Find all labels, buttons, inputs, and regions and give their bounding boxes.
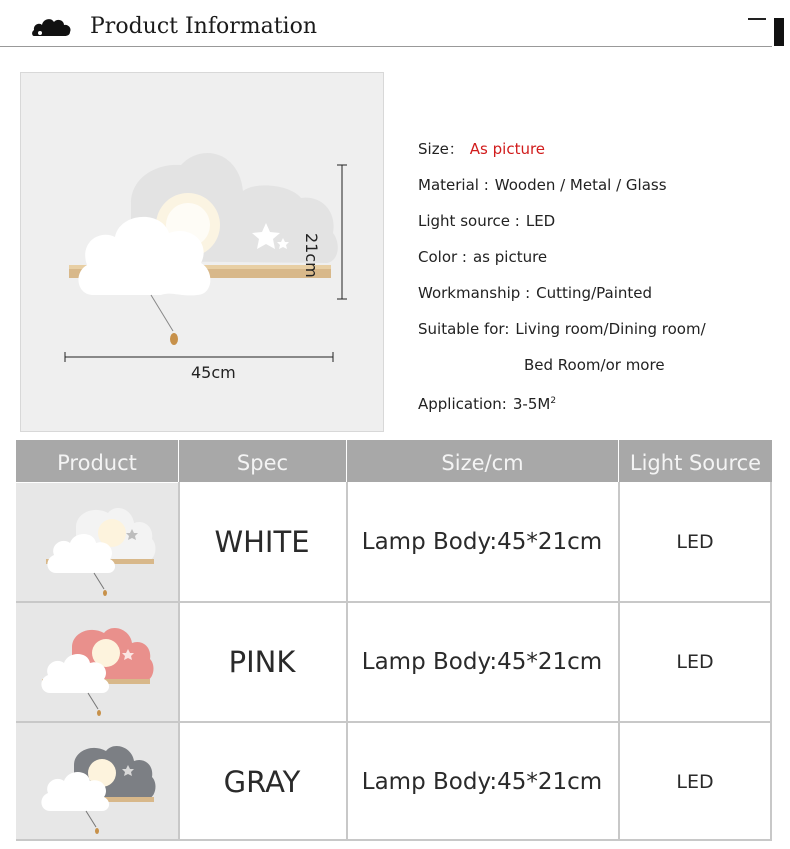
product-thumbnail — [16, 603, 178, 721]
spec-label: Color : — [418, 248, 467, 266]
table-row — [16, 483, 772, 601]
height-dimension-label: 21cm — [302, 233, 321, 278]
table-grid-line — [16, 601, 772, 603]
light-source-cell: LED — [676, 531, 714, 553]
spec-value: Living room/Dining room/ — [515, 320, 706, 338]
size-cell: Lamp Body:45*21cm — [361, 769, 603, 795]
column-header-spec: Spec — [236, 451, 289, 475]
application-area: 3-5M — [512, 395, 551, 413]
spec-value: Wooden / Metal / Glass — [494, 176, 667, 194]
table-row — [16, 723, 772, 841]
width-dimension-label: 45cm — [191, 363, 236, 382]
spec-material — [418, 176, 778, 212]
table-header — [16, 440, 772, 482]
spec-application — [418, 392, 778, 428]
table-row — [16, 603, 772, 721]
spec-cell: WHITE — [214, 525, 310, 559]
spec-label: Application: — [418, 395, 507, 413]
page-title: Product Information — [90, 14, 318, 39]
table-grid-line — [618, 482, 620, 841]
spec-value — [513, 392, 556, 413]
spec-suitable-for-continued — [418, 356, 778, 392]
spec-cell: PINK — [228, 645, 296, 679]
column-header-size: Size/cm — [441, 451, 524, 475]
spec-label: Suitable for: — [418, 320, 510, 338]
corner-mark — [748, 18, 766, 20]
spec-value: as picture — [472, 248, 548, 266]
spec-label: Light source : — [418, 212, 520, 230]
spec-cell: GRAY — [223, 765, 301, 799]
light-source-cell: LED — [676, 651, 714, 673]
product-thumbnail — [16, 723, 178, 841]
table-grid-line — [16, 721, 772, 723]
product-thumbnail — [16, 483, 178, 601]
light-source-cell: LED — [676, 771, 714, 793]
pink-lamp-image — [16, 603, 178, 721]
table-grid-line — [346, 482, 348, 841]
spec-value: Cutting/Painted — [536, 284, 653, 302]
spec-label: Material : — [418, 176, 489, 194]
cloud-icon — [30, 14, 74, 38]
spec-value: As picture — [469, 140, 546, 158]
white-lamp-image — [16, 483, 178, 601]
superscript: 2 — [550, 396, 557, 406]
spec-label: Size： — [418, 140, 464, 158]
corner-bar — [774, 18, 784, 46]
header-divider — [0, 46, 772, 47]
spec-workmanship — [418, 284, 778, 320]
spec-suitable-for — [418, 320, 778, 356]
column-header-light-source: Light Source — [629, 451, 762, 475]
spec-label: Workmanship : — [418, 284, 531, 302]
spec-color — [418, 248, 778, 284]
spec-value: Bed Room/or more — [524, 356, 665, 374]
table-grid-line — [178, 482, 180, 841]
header — [0, 0, 790, 48]
column-header-product: Product — [57, 451, 137, 475]
product-table — [16, 440, 772, 841]
spec-light-source — [418, 212, 778, 248]
table-grid-line — [770, 482, 772, 841]
spec-size — [418, 140, 778, 176]
spec-value: LED — [525, 212, 556, 230]
size-cell: Lamp Body:45*21cm — [361, 649, 603, 675]
spec-list — [418, 140, 778, 428]
table-grid-line — [16, 839, 772, 841]
size-cell: Lamp Body:45*21cm — [361, 529, 603, 555]
gray-lamp-image — [16, 723, 178, 841]
main-product-image — [20, 72, 384, 432]
